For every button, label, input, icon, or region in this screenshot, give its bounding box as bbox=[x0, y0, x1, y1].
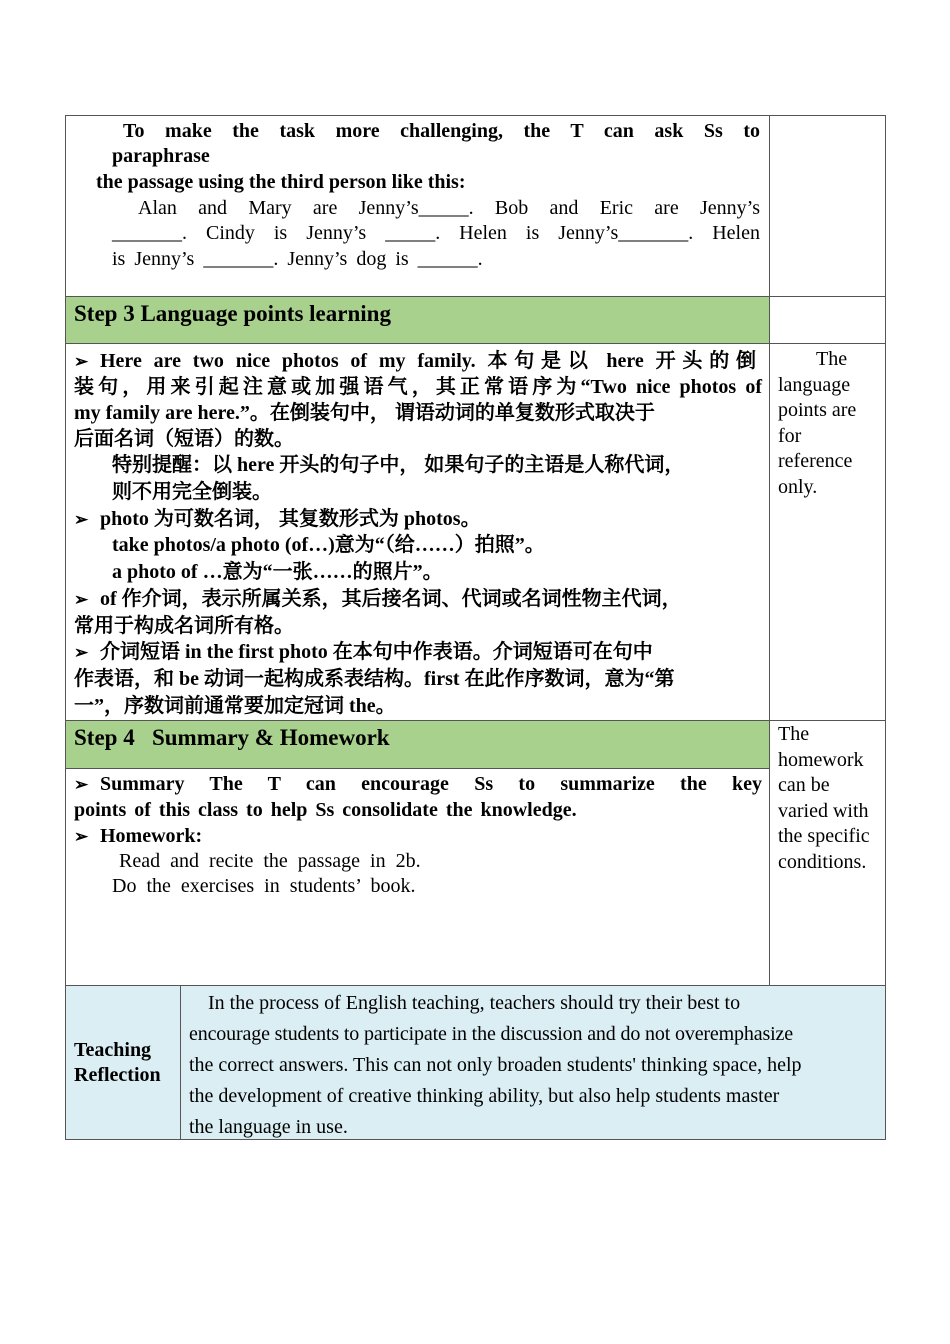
homework-line-2: Do the exercises in students’ book. bbox=[112, 875, 416, 897]
task-note-cell bbox=[769, 115, 886, 297]
reflection-content-cell bbox=[180, 985, 886, 1140]
step3-note: The language points are for reference only. bbox=[778, 348, 857, 498]
reflection-line-5: the language in use. bbox=[189, 1116, 348, 1138]
step3-line-11: 常用于构成名词所有格。 bbox=[74, 615, 294, 637]
homework-line-1: Read and recite the passage in 2b. bbox=[119, 850, 421, 872]
task-line-2: paraphrase bbox=[112, 145, 210, 167]
step4-note-cell bbox=[769, 720, 886, 986]
reflection-line-2: encourage students to participate in the discussion and do not overemphasize bbox=[189, 1023, 793, 1045]
step3-line-2: 装句，用来引起注意或加强语气，其正常语序为“Two nice photos of bbox=[74, 376, 762, 398]
task-line-3: the passage using the third person like this: bbox=[96, 171, 466, 193]
reflection-label: Teaching Reflection bbox=[74, 1039, 161, 1086]
reflection-line-4: the development of creative thinking ability, but also help students master bbox=[189, 1085, 780, 1107]
reflection-line-3: the correct answers. This can not only broaden students' thinking space, help bbox=[189, 1054, 802, 1076]
step4-title: Step 4 Summary & Homework bbox=[74, 725, 390, 750]
reflection-label-cell bbox=[65, 985, 181, 1140]
arrow-bullet-icon: ➢ bbox=[74, 352, 89, 371]
step3-line-5: 特别提醒：以 here 开头的句子中， 如果句子的主语是人称代词， bbox=[112, 454, 685, 476]
step4-heading-cell bbox=[65, 720, 770, 769]
step3-line-10: ➢ of 作介词，表示所属关系，其后接名词、代词或名词性物主代词， bbox=[74, 587, 682, 613]
summary-line-1: ➢ Summary The T can encourage Ss to summarize the key bbox=[74, 772, 762, 798]
arrow-bullet-icon: ➢ bbox=[74, 775, 89, 794]
step3-content-cell bbox=[65, 343, 770, 721]
step3-line-3: my family are here.”。在倒装句中， 谓语动词的单复数形式取决于 bbox=[74, 402, 655, 424]
step4-note: The homework can be varied with the specific conditions. bbox=[778, 723, 870, 873]
step3-line-14: 一”，序数词前通常要加定冠词 the。 bbox=[74, 695, 396, 717]
task-line-6: is Jenny’s _______. Jenny’s dog is ______. bbox=[112, 248, 483, 270]
step3-line-6: 则不用完全倒装。 bbox=[112, 481, 272, 503]
task-line-4: Alan and Mary are Jenny’s_____. Bob and Eric are Jenny’s bbox=[138, 197, 760, 219]
step3-heading-note-cell bbox=[769, 296, 886, 344]
arrow-bullet-icon: ➢ bbox=[74, 510, 89, 529]
arrow-bullet-icon: ➢ bbox=[74, 643, 89, 662]
task-cell bbox=[65, 115, 770, 297]
arrow-bullet-icon: ➢ bbox=[74, 827, 89, 846]
reflection-line-1: In the process of English teaching, teachers should try their best to bbox=[208, 992, 741, 1014]
homework-label: ➢ Homework: bbox=[74, 824, 202, 850]
step3-line-13: 作表语，和 be 动词一起构成系表结构。first 在此作序数词，意为“第 bbox=[74, 668, 675, 690]
step3-title: Step 3 Language points learning bbox=[74, 301, 391, 326]
step3-line-1: ➢ Here are two nice photos of my family. 本句是以 here 开头的倒 bbox=[74, 349, 756, 375]
step3-line-12: ➢ 介词短语 in the first photo 在本句中作表语。介词短语可在句中 bbox=[74, 640, 653, 666]
step3-line-7: ➢ photo 为可数名词， 其复数形式为 photos。 bbox=[74, 507, 481, 533]
summary-line-2: points of this class to help Ss consolidate the knowledge. bbox=[74, 799, 577, 821]
step3-line-9: a photo of …意为“一张……的照片”。 bbox=[112, 561, 443, 583]
step3-line-8: take photos/a photo (of…)意为“（给……）拍照”。 bbox=[112, 534, 545, 556]
arrow-bullet-icon: ➢ bbox=[74, 590, 89, 609]
step3-heading-cell bbox=[65, 296, 770, 344]
task-line-5: _______. Cindy is Jenny’s _____. Helen is Jenny’s_______. Helen bbox=[112, 222, 760, 244]
step3-note-cell bbox=[769, 343, 886, 721]
task-line-1: To make the task more challenging, the T can ask Ss to bbox=[123, 120, 760, 142]
step3-line-4: 后面名词（短语）的数。 bbox=[74, 428, 294, 450]
step4-content-cell bbox=[65, 768, 770, 986]
